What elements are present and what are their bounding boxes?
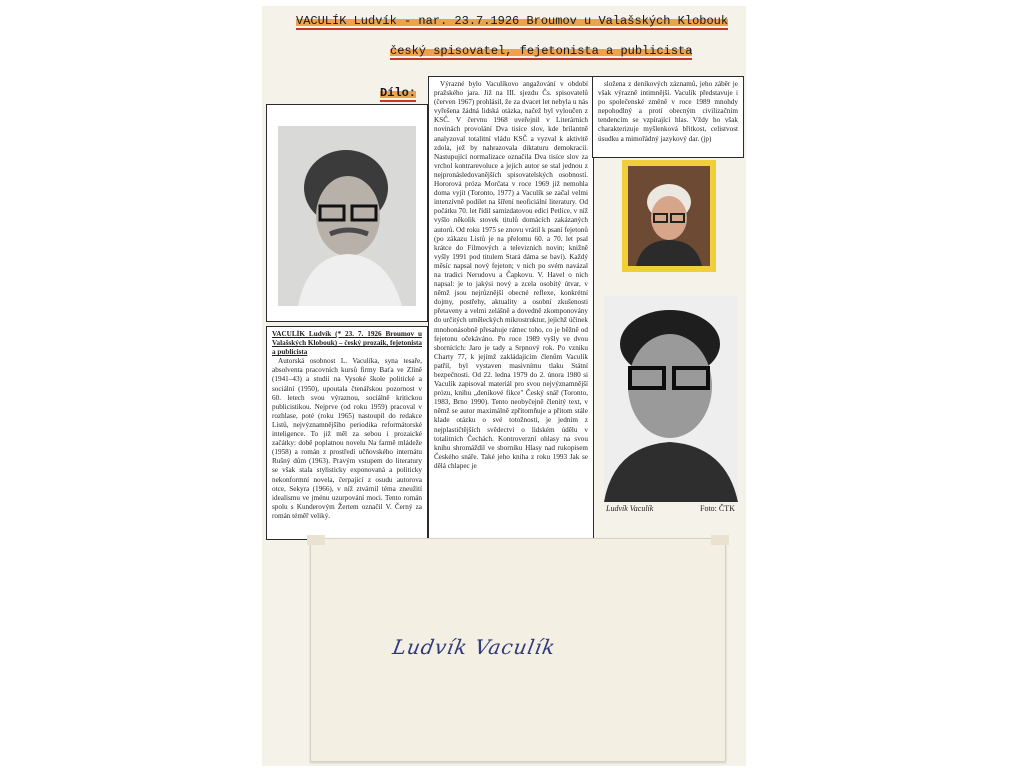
- middle-column-paragraph: Výrazné bylo Vaculíkovo angažování v období pražského jara. Již na III. sjezdu Čs. spisovatelů (červen 1967) prohlásil, že za dvacet let nebyla u nás vyřešena žádná lidská otázka, načež byl vyloučen z KSČ. V červnu 1968 uveřejnil v Literárních novinách provolání Dva tisíce slov, kde brilantně analyzoval totalitní vládu KSČ a vyzval k aktivitě zdola, jež by nahrazovala diktaturu demokracií. Nastupující normalizace označila Dva tisíce slov za vrchol kontrarevoluce a jejich autor se stal jednou z nejpronásledovanějších spisovatelských osobností. Hororová próza Morčata v roce 1969 již nemohla doma vyjít (Toronto, 1977) a Vaculík se začal velmi intenzívně podílet na šíření neoficiální literatury. Od počátku 70. let řídil samizdatovou edici Petlice, v níž vyšlo několik stovek titulů domácích zakázaných autorů. Od roku 1975 se znovu vrátil k psaní fejetonů (po zákazu Listů je na přelomu 60. a 70. let psal krátce do Filmových a televizních novin; knižně vyšly 1991 pod titulem Stará dáma se baví). Každý měsíc napsal nový fejeton; v nich po svém navázal na tradici Nerudovu a Čapkovu. V. Havel o nich napsal: je to jakýsi nový a zcela osobitý útvar, v němž jsou nejrůznější obecné reflexe, konkrétní dojmy, postřehy, aktuality a osobní zkušenosti přetaveny a velmi zelášně a dovedně zkomponovány do určitých uměleckých mikrostruktur, jejichž účinek mnohonásobně přesahuje rámec toho, co je běžně od fejetonu očekáváno. Po roce 1989 vyšly ve dvou sbornících: Jaro je tady a Srpnový rok. Po vzniku Charty 77, k jejímž zakládajícím členům Vaculík patřil, byl vystaven masivnímu tlaku Státní bezpečnosti. Od 22. ledna 1979 do 2. února 1980 si Vaculík zapisoval materiál pro svou nejvýznamnější prózu, knihu „deníkové fikce" Český snář (Toronto, 1983, Brno 1990). Tento neobyčejně členitý text, v němž se autor maximálně zpřítomňuje a přitom stále klade otázku o své totožnosti, je jedním z nejplastičtějších svědectví o lidském údělu v totalitních Čechách. Kontroverzní ohlasy na svou knihu shromáždil ve sborníku Hlasy nad rukopisem Českého snáře. Také jeho kniha z roku 1993 Jak se dělá chlapec je: [434, 80, 588, 470]
- tape-right: [711, 535, 729, 545]
- bio-text: [272, 330, 422, 536]
- photo-caption-credit: Foto: ČTK: [700, 504, 735, 513]
- man-with-glasses-portrait-icon: [278, 126, 416, 306]
- right-column-text: [598, 80, 738, 154]
- tape-left: [307, 535, 325, 545]
- profession-line-text: český spisovatel, fejetonista a publicista: [390, 44, 693, 58]
- middle-column-text: [434, 80, 588, 536]
- bw-portrait-photo: [604, 296, 738, 502]
- name-line-text: VACULÍK Ludvík - nar. 23.7.1926 Broumov u Valašských Klobouk: [296, 14, 729, 28]
- bio-heading: VACULÍK Ludvík (* 23. 7. 1926 Broumov u Valašských Klobouk) – český prozaik, fejetonista a publicista: [272, 330, 422, 357]
- profession-line: [390, 44, 860, 58]
- signature-card: [310, 538, 726, 762]
- older-man-color-portrait-icon: [622, 160, 716, 272]
- photo-caption-name: Ludvík Vaculík: [606, 504, 654, 513]
- works-label-text: Dílo:: [380, 86, 417, 100]
- name-line: [296, 14, 766, 28]
- color-portrait-photo: [622, 160, 716, 272]
- autograph-signature: Ludvík Vaculík: [390, 635, 558, 659]
- young-man-bw-portrait-icon: [604, 296, 738, 502]
- right-column-paragraph: složena z deníkových záznamů, jeho záběr je však výrazně intimnější. Vaculík představuje i po společenské změně v roce 1989 mnohdy nepohodlný a proti obecným civilizačním tendencím se vzpírající hlas. Vždy ho však charakterizuje myšlenková břitkost, celistvost úsudku a mimořádný jazykový dar. (jp): [598, 80, 738, 143]
- bio-paragraph: Autorská osobnost L. Vaculíka, syna tesaře, absolventa pracovních kursů firmy Baťa ve Zlíně (1941–43) a studií na Vysoké škole politické a sociální (1950), upoutala čtenářskou pozornost v 60. letech svou výraznou, sociálně kritickou publicistikou. Nejprve (od roku 1959) pracoval v rozhlase, poté (roku 1965) nastoupil do redakce Listů, nejvýznamnějšího periodika reformátorské inteligence. To již měl za sebou i prozaické začátky: době poplatnou novelu Na farmě mládeže (1958) a román z prostředí učňovského internátu Rušný dům (1963). Pravým vstupem do literatury se však stala stylisticky exponovaná a politicky nekonformní novela, čerpající z osudu autorova otce, Sekyra (1966), v níž ztvárnil téma zneužití idealismu ve jménu uzurpování moci. Tento román spolu s Kunderovým Žertem označil V. Černý za román téměř veliký.: [272, 357, 422, 520]
- left-portrait-photo: [278, 126, 416, 306]
